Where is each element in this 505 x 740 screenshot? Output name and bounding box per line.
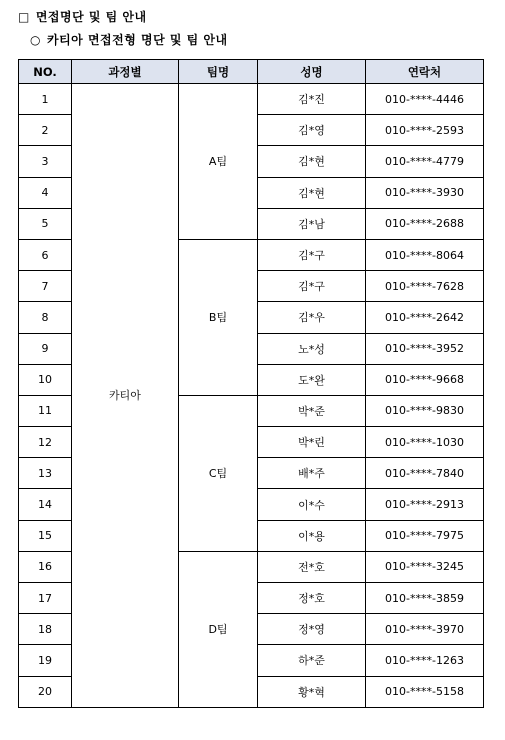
candidate-name: 이*용 [258, 520, 366, 551]
row-number: 10 [19, 364, 72, 395]
table-header-row [19, 60, 484, 84]
candidate-name: 정*영 [258, 614, 366, 645]
table-body [19, 84, 484, 708]
candidate-phone: 010-****-2913 [366, 489, 484, 520]
row-number: 11 [19, 395, 72, 426]
candidate-phone: 010-****-4779 [366, 146, 484, 177]
candidate-phone: 010-****-9830 [366, 395, 484, 426]
candidate-name: 박*준 [258, 395, 366, 426]
candidate-phone: 010-****-8064 [366, 239, 484, 270]
row-number: 5 [19, 208, 72, 239]
row-number: 4 [19, 177, 72, 208]
candidate-name: 김*남 [258, 208, 366, 239]
candidate-phone: 010-****-1030 [366, 427, 484, 458]
row-number: 16 [19, 551, 72, 582]
row-number: 15 [19, 520, 72, 551]
interview-roster-table [18, 59, 484, 708]
team-cell: B팀 [179, 239, 258, 395]
candidate-phone: 010-****-5158 [366, 676, 484, 707]
header-no: NO. [19, 60, 72, 84]
candidate-name: 전*호 [258, 551, 366, 582]
candidate-phone: 010-****-9668 [366, 364, 484, 395]
row-number: 12 [19, 427, 72, 458]
header-course: 과정별 [72, 60, 179, 84]
candidate-name: 정*호 [258, 583, 366, 614]
candidate-name: 김*현 [258, 177, 366, 208]
candidate-phone: 010-****-3245 [366, 551, 484, 582]
candidate-phone: 010-****-2688 [366, 208, 484, 239]
course-cell: 카티아 [72, 84, 179, 708]
row-number: 13 [19, 458, 72, 489]
candidate-name: 김*구 [258, 271, 366, 302]
candidate-name: 김*현 [258, 146, 366, 177]
candidate-phone: 010-****-2593 [366, 115, 484, 146]
candidate-phone: 010-****-3970 [366, 614, 484, 645]
candidate-phone: 010-****-7975 [366, 520, 484, 551]
team-cell: A팀 [179, 84, 258, 240]
row-number: 14 [19, 489, 72, 520]
candidate-phone: 010-****-1263 [366, 645, 484, 676]
row-number: 9 [19, 333, 72, 364]
row-number: 7 [19, 271, 72, 302]
team-cell: D팀 [179, 551, 258, 707]
candidate-phone: 010-****-2642 [366, 302, 484, 333]
header-team: 팀명 [179, 60, 258, 84]
row-number: 8 [19, 302, 72, 333]
table-row [19, 84, 484, 115]
candidate-name: 박*린 [258, 427, 366, 458]
candidate-name: 김*영 [258, 115, 366, 146]
candidate-name: 배*주 [258, 458, 366, 489]
candidate-name: 노*성 [258, 333, 366, 364]
row-number: 1 [19, 84, 72, 115]
sub-heading-text: 카티아 면접전형 명단 및 팀 안내 [46, 33, 228, 47]
row-number: 19 [19, 645, 72, 676]
row-number: 6 [19, 239, 72, 270]
candidate-phone: 010-****-3859 [366, 583, 484, 614]
row-number: 20 [19, 676, 72, 707]
candidate-phone: 010-****-3952 [366, 333, 484, 364]
candidate-name: 도*완 [258, 364, 366, 395]
square-bullet-icon: □ [18, 10, 30, 24]
row-number: 18 [19, 614, 72, 645]
candidate-name: 김*진 [258, 84, 366, 115]
header-name: 성명 [258, 60, 366, 84]
candidate-phone: 010-****-3930 [366, 177, 484, 208]
circle-bullet-icon: ○ [30, 33, 41, 47]
candidate-name: 이*수 [258, 489, 366, 520]
candidate-phone: 010-****-7840 [366, 458, 484, 489]
section-heading-text: 면접명단 및 팀 안내 [35, 10, 147, 24]
row-number: 2 [19, 115, 72, 146]
candidate-name: 김*구 [258, 239, 366, 270]
row-number: 3 [19, 146, 72, 177]
sub-heading [30, 31, 228, 48]
section-heading [18, 8, 147, 25]
candidate-name: 황*혁 [258, 676, 366, 707]
candidate-phone: 010-****-7628 [366, 271, 484, 302]
candidate-phone: 010-****-4446 [366, 84, 484, 115]
candidate-name: 하*준 [258, 645, 366, 676]
team-cell: C팀 [179, 395, 258, 551]
header-contact: 연락처 [366, 60, 484, 84]
row-number: 17 [19, 583, 72, 614]
candidate-name: 김*우 [258, 302, 366, 333]
